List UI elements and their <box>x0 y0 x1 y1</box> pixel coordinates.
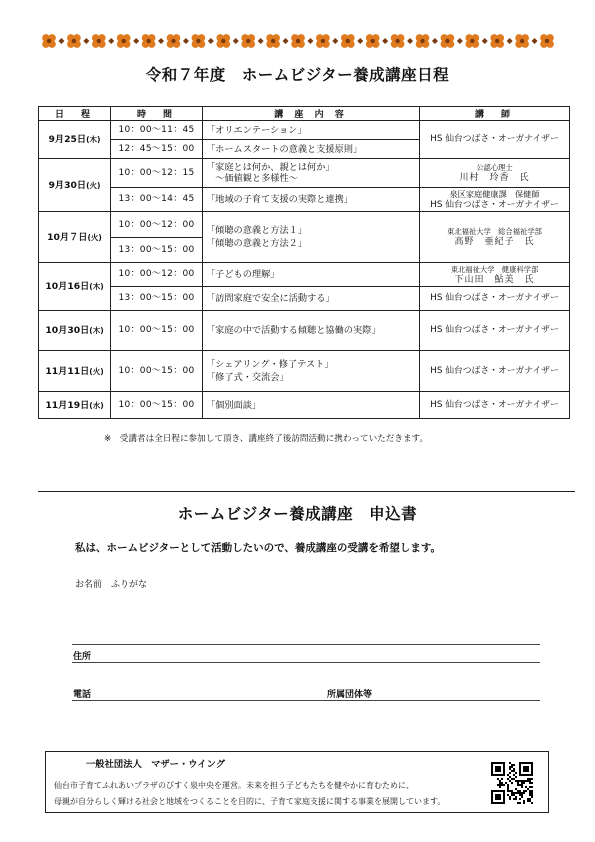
table-row <box>39 392 570 419</box>
instructor-cell: HS 仙台つばさ・オーガナイザー <box>420 351 570 392</box>
header-instructor: 講 師 <box>420 107 570 121</box>
time-cell: 10：00～12：15 <box>111 159 203 188</box>
lecture-cell: 「家庭とは何か、親とは何か」 〜価値観と多様性〜 <box>203 159 420 188</box>
date-cell: 9月30日(火) <box>39 159 111 212</box>
time-cell: 13：00～14：45 <box>111 188 203 212</box>
date-cell: 9月25日(木) <box>39 121 111 159</box>
header-time: 時 間 <box>111 107 203 121</box>
phone-field-line[interactable] <box>72 700 540 701</box>
table-row <box>39 188 570 212</box>
date-cell: 10月30日(木) <box>39 311 111 351</box>
lecture-cell: 「家庭の中で活動する傾聴と協働の実際」 <box>203 311 420 351</box>
instructor-cell: HS 仙台つばさ・オーガナイザー <box>420 121 570 159</box>
phone-field-label: 電話 <box>73 690 92 700</box>
date-cell: 11月19日(水) <box>39 392 111 419</box>
participation-note: ※ 受講者は全日程に参加して頂き、講座終了後訪問活動に携わっていただきます。 <box>104 434 429 444</box>
lecture-cell: 「ホームスタートの意義と支援原則」 <box>203 140 420 159</box>
instructor-cell: 東北福祉大学 健康科学部 下山田 鮎美 氏 <box>420 263 570 287</box>
name-field-label: お名前 ふりがな <box>75 580 148 590</box>
instructor-cell: HS 仙台つばさ・オーガナイザー <box>420 287 570 311</box>
time-cell: 13：00～15：00 <box>111 287 203 311</box>
date-cell: 10月７日(火) <box>39 212 111 263</box>
date-cell: 11月11日(火) <box>39 351 111 392</box>
org-field-label: 所属団体等 <box>327 690 373 700</box>
application-statement: 私は、ホームビジターとして活動したいので、養成講座の受講を希望します。 <box>75 542 442 554</box>
table-row <box>39 121 570 140</box>
qr-code-icon[interactable] <box>491 762 533 804</box>
instructor-cell: HS 仙台つばさ・オーガナイザー <box>420 311 570 351</box>
header-lecture: 講 座 内 容 <box>203 107 420 121</box>
table-header-row <box>39 107 570 121</box>
instructor-cell: HS 仙台つばさ・オーガナイザー <box>420 392 570 419</box>
lecture-cell: 「シェアリング・修了テスト」 「修了式・交流会」 <box>203 351 420 392</box>
instructor-cell: 東北福祉大学 総合福祉学部 高野 亜紀子 氏 <box>420 212 570 263</box>
time-cell: 10：00～15：00 <box>111 392 203 419</box>
organization-footer <box>45 751 549 813</box>
lecture-cell: 「子どもの理解」 <box>203 263 420 287</box>
lecture-cell: 「地域の子育て支援の実際と連携」 <box>203 188 420 212</box>
instructor-cell: 泉区家庭健康課 保健師 HS 仙台つばさ・オーガナイザー <box>420 188 570 212</box>
time-cell: 10：00～12：00 <box>111 263 203 287</box>
table-row <box>39 263 570 287</box>
section-divider <box>38 491 575 492</box>
name-field-line[interactable] <box>72 644 540 645</box>
lecture-cell: 「傾聴の意義と方法１」 「傾聴の意義と方法２」 <box>203 212 420 263</box>
page-title: 令和７年度 ホームビジター養成講座日程 <box>145 66 450 84</box>
address-field-line[interactable] <box>72 662 540 663</box>
table-row <box>39 311 570 351</box>
header-date: 日 程 <box>39 107 111 121</box>
organization-name: 一般社団法人 マザー・ウイング <box>86 759 225 770</box>
date-cell: 10月16日(木) <box>39 263 111 311</box>
organization-description-line-1: 仙台市子育てふれあいプラザのびすく泉中央を運営。未来を担う子どもたちを健やかに育むために、 <box>54 781 414 790</box>
application-title: ホームビジター養成講座 申込書 <box>177 505 418 523</box>
instructor-cell: 公認心理士 川村 玲香 氏 <box>420 159 570 188</box>
lecture-cell: 「個別面談」 <box>203 392 420 419</box>
time-cell: 10：00～11：45 <box>111 121 203 140</box>
lecture-cell: 「オリエンテーション」 <box>203 121 420 140</box>
flower-border-decoration <box>38 30 558 52</box>
time-cell: 12：45～15：00 <box>111 140 203 159</box>
address-field-label: 住所 <box>73 652 92 662</box>
time-cell: 10：00～12：00 13：00～15：00 <box>111 212 203 263</box>
table-row <box>39 212 570 263</box>
time-cell: 10：00～15：00 <box>111 311 203 351</box>
table-row <box>39 159 570 188</box>
table-row <box>39 351 570 392</box>
lecture-cell: 「訪問家庭で安全に活動する」 <box>203 287 420 311</box>
table-row <box>39 287 570 311</box>
time-cell: 10：00～15：00 <box>111 351 203 392</box>
schedule-table <box>38 106 570 419</box>
organization-description-line-2: 母親が自分らしく輝ける社会と地域をつくることを目的に、子育て家庭支援に関する事業を展開しています。 <box>54 797 446 806</box>
